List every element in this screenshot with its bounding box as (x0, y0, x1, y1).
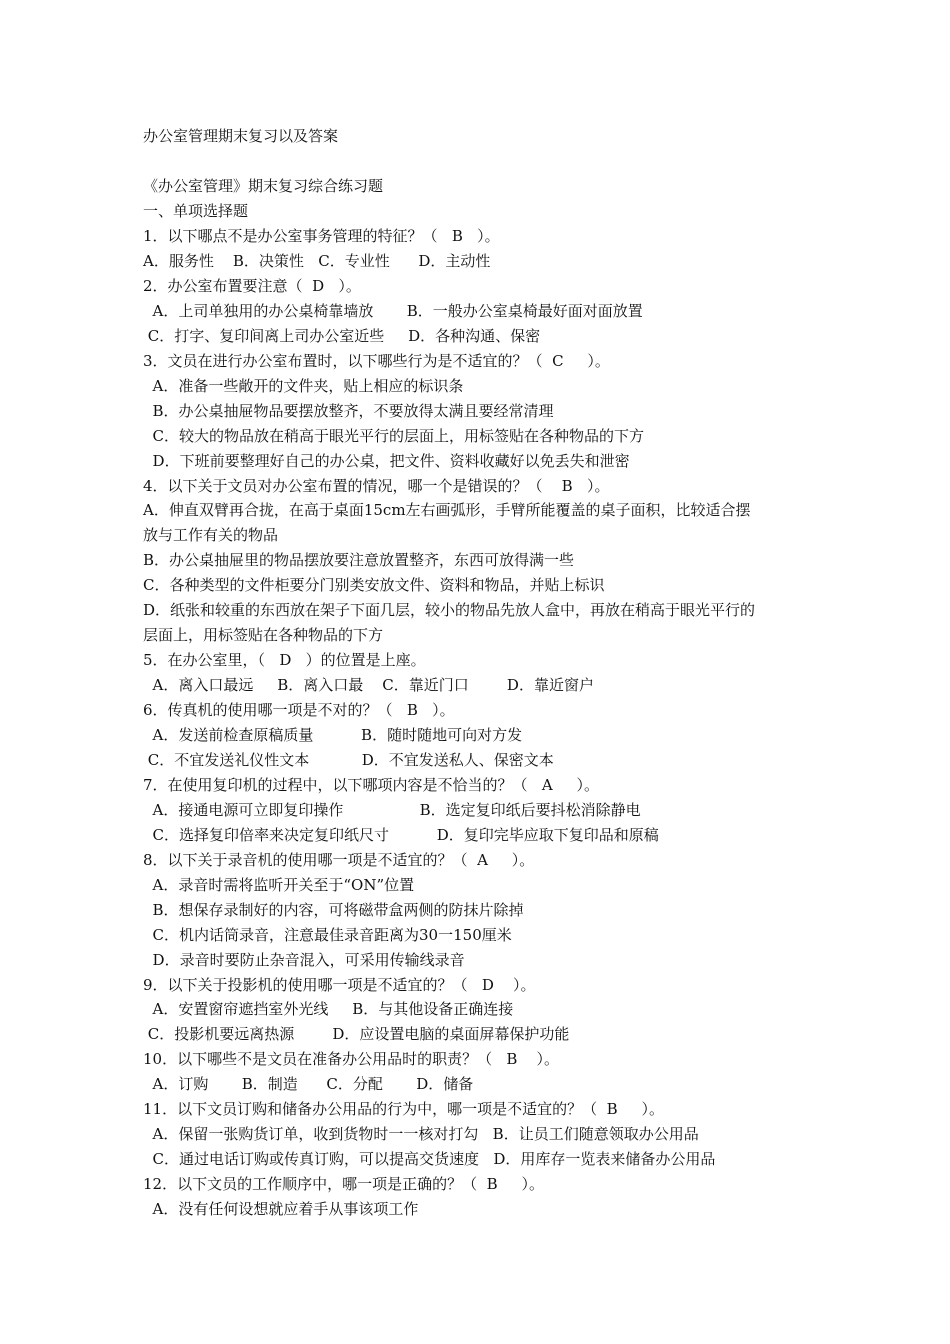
document-line: 8．以下关于录音机的使用哪一项是不适宜的？（ A ）。 (143, 851, 535, 869)
document-line: C．通过电话订购或传真订购，可以提高交货速度 D．用库存一览表来储备办公用品 (143, 1150, 716, 1168)
document-line: A．安置窗帘遮挡室外光线 B．与其他设备正确连接 (143, 1000, 514, 1018)
document-line: 4．以下关于文员对办公室布置的情况，哪一个是错误的？（ B ）。 (143, 477, 610, 495)
document-line: C．较大的物品放在稍高于眼光平行的层面上，用标签贴在各种物品的下方 (143, 427, 645, 445)
document-line: A．订购 B．制造 C．分配 D．储备 (143, 1075, 474, 1093)
document-line: A．上司单独用的办公桌椅靠墙放 B．一般办公室桌椅最好面对面放置 (143, 302, 643, 320)
document-line: 2．办公室布置要注意（ D ）。 (143, 277, 361, 295)
document-line: A．录音时需将监听开关至于“ON”位置 (143, 876, 415, 894)
document-line: 11．以下文员订购和储备办公用品的行为中，哪一项是不适宜的？（ B ）。 (143, 1100, 664, 1118)
document-line: A．服务性 B．决策性 C．专业性 D．主动性 (143, 252, 491, 270)
document-line: A．准备一些敞开的文件夹，贴上相应的标识条 (143, 377, 464, 395)
document-line: 5．在办公室里，（ D ）的位置是上座。 (143, 651, 426, 669)
document-line: 放与工作有关的物品 (143, 526, 279, 544)
document-line: B．想保存录制好的内容，可将磁带盒两侧的防抹片除掉 (143, 901, 524, 919)
document-line: C．不宜发送礼仪性文本 D．不宜发送私人、保密文本 (143, 751, 554, 769)
document-line: 10．以下哪些不是文员在准备办公用品时的职责？（ B ）。 (143, 1050, 559, 1068)
document-line: 3．文员在进行办公室布置时，以下哪些行为是不适宜的？（ C ）。 (143, 352, 610, 370)
document-line: A．伸直双臂再合拢，在高于桌面15cm左右画弧形，手臂所能覆盖的桌子面积，比较适合摆 (143, 501, 751, 519)
document-line: C．打字、复印间离上司办公室近些 D．各种沟通、保密 (143, 327, 541, 345)
document-line: 9．以下关于投影机的使用哪一项是不适宜的？（ D ）。 (143, 976, 536, 994)
document-line: 层面上，用标签贴在各种物品的下方 (143, 626, 384, 644)
document-line: C．投影机要远离热源 D．应设置电脑的桌面屏幕保护功能 (143, 1025, 570, 1043)
document-line: 6．传真机的使用哪一项是不对的？（ B ）。 (143, 701, 455, 719)
document-line: B．办公桌抽屉里的物品摆放要注意放置整齐，东西可放得满一些 (143, 551, 575, 569)
document-line: C．选择复印倍率来决定复印纸尺寸 D．复印完毕应取下复印品和原稿 (143, 826, 659, 844)
document-line: 1．以下哪点不是办公室事务管理的特征？（ B ）。 (143, 227, 500, 245)
document-line: C．各种类型的文件柜要分门别类安放文件、资料和物品，并贴上标识 (143, 576, 605, 594)
document-line: D．下班前要整理好自己的办公桌，把文件、资料收藏好以免丢失和泄密 (143, 452, 630, 470)
document-line: A．没有任何设想就应着手从事该项工作 (143, 1200, 419, 1218)
section-heading: 一、单项选择题 (143, 202, 249, 220)
document-line: C．机内话筒录音，注意最佳录音距离为30一150厘米 (143, 926, 512, 944)
document-line: B．办公桌抽屉物品要摆放整齐，不要放得太满且要经常清理 (143, 402, 554, 420)
document-line: 7．在使用复印机的过程中，以下哪项内容是不恰当的？（ A ）。 (143, 776, 600, 794)
document-title: 办公室管理期末复习以及答案 (143, 127, 339, 145)
document-line: D．录音时要防止杂音混入，可采用传输线录音 (143, 951, 465, 969)
document-line: A．保留一张购货订单，收到货物时一一核对打勾 B．让员工们随意领取办公用品 (143, 1125, 699, 1143)
document-line: A．发送前检查原稿质量 B．随时随地可向对方发 (143, 726, 523, 744)
document-line: 12．以下文员的工作顺序中，哪一项是正确的？（ B ）。 (143, 1175, 544, 1193)
document-line: A．接通电源可立即复印操作 B．选定复印纸后要抖松消除静电 (143, 801, 641, 819)
document-line: D．纸张和较重的东西放在架子下面几层，较小的物品先放人盒中，再放在稍高于眼光平行的 (143, 601, 756, 619)
document-subtitle: 《办公室管理》期末复习综合练习题 (143, 177, 384, 195)
document-line: A．离入口最远 B．离入口最 C．靠近门口 D．靠近窗户 (143, 676, 594, 694)
